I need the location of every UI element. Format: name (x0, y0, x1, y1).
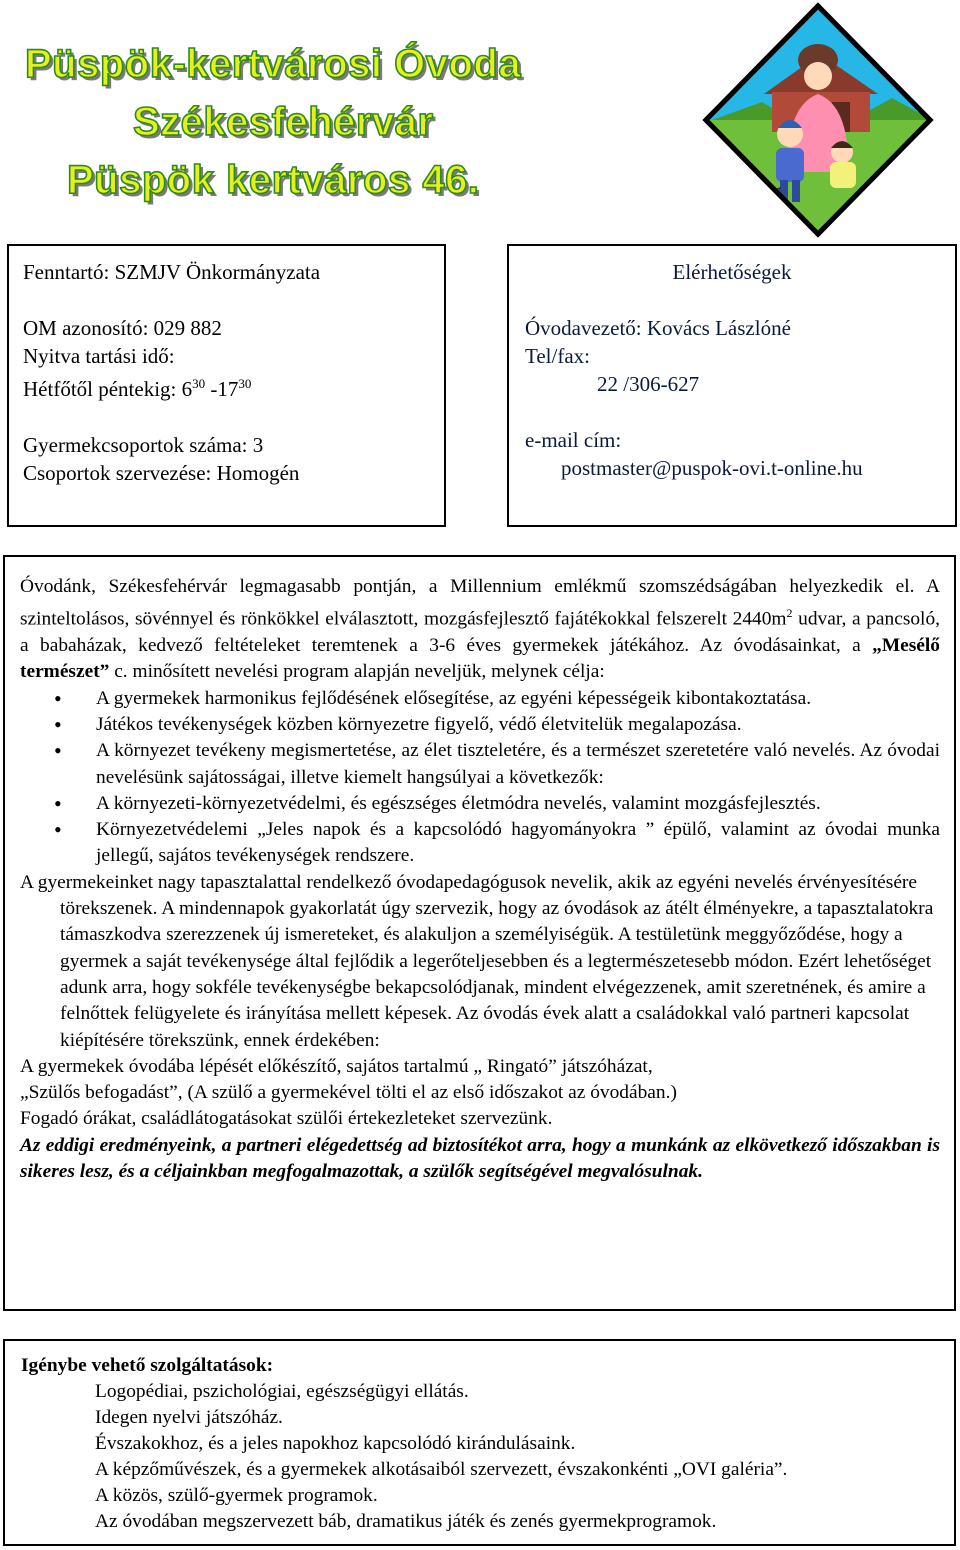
hours-sup-start: 30 (192, 376, 206, 391)
service-item: A képzőművészek, és a gyermekek alkotásaiból szervezett, évszakonkénti „OVI galéria”. (95, 1459, 788, 1480)
list-item: • Játékos tevékenységek közben környezetre figyelő, védő életvitelük megalapozása. (20, 712, 940, 738)
list-item: • A környezet tevékeny megismertetése, az élet tiszteletére, és a természet szeretetére való nevelés. Az óvodai nevelésünk sajátosságai, illetve kiemelt hangsúlyai a következők: (20, 738, 940, 791)
contacts-box (507, 244, 957, 527)
services-title: Igénybe vehető szolgáltatások: (21, 1355, 274, 1376)
email-label: e-mail cím: (525, 428, 622, 452)
ringato-line: A gyermekek óvodába lépését előkészítő, sajátos tartalmú „ Ringató” játszóházat, (20, 1055, 653, 1077)
email-address[interactable]: postmaster@puspok-ovi.t-online.hu (561, 456, 863, 480)
contacts-title: Elérhetőségek (672, 260, 792, 284)
service-item: Idegen nyelvi játszóház. (95, 1407, 283, 1428)
befogadas-line: „Szülős befogadást”, (A szülő a gyermekével tölti el az első időszakot az óvodában.) (20, 1082, 677, 1104)
info-box-left (7, 244, 446, 527)
list-item: • A gyermekek harmonikus fejlődésének elősegítése, az egyéni képességeik kibontakoztatása. (20, 686, 940, 712)
kindergarten-logo-icon (702, 2, 934, 242)
opening-label: Nyitva tartási idő: (23, 344, 175, 368)
teachers-paragraph: A gyermekeinket nagy tapasztalattal rendelkező óvodapedagógusok nevelik, akik az egyéni nevelés érvényesítésére törekszenek. A mindennapok gyakorlatát úgy szervezik, hogy az óvodások az átélt élményekre, a tapasztalatokra támaszkodva szerezzenek új ismereteket, és alakuljon a személyiségük. A testületünk meggyőződése, hogy a gyermek a saját tevékenysége által fejlődik a legerőteljesebben és a legtermészetesebb módon. Ezért lehetőséget adunk arra, hogy sokféle tevékenységbe bekapcsolódjanak, mindent elvégezzenek, amit szeretnének, és amire a felnőttek felügyelete és irányítása mellett képesek. Az óvodás évek alatt a családokkal való partneri kapcsolat kiépítésére törekszünk, ennek érdekében: (20, 871, 934, 1051)
list-item: • A környezeti-környezetvédelmi, és egészséges életmódra nevelés, valamint mozgásfejlesztés. (20, 791, 940, 817)
title-line-1: Püspök-kertvárosi Óvoda (25, 42, 522, 86)
leader-text: Óvodavezető: Kovács Lászlóné (525, 316, 791, 340)
service-item: Évszakokhoz, és a jeles napokhoz kapcsolódó kirándulásaink. (95, 1433, 576, 1454)
maintainer-text: Fenntartó: SZMJV Önkormányzata (23, 260, 321, 284)
group-org-text: Csoportok szervezése: Homogén (23, 461, 300, 485)
intro-text-3: c. minősített nevelési program alapján neveljük, melynek célja: (109, 661, 605, 683)
goals-list (20, 686, 940, 870)
description-box (3, 555, 956, 1311)
intro-paragraph (20, 574, 940, 686)
hours-sup-end: 30 (238, 376, 252, 391)
group-count-text: Gyermekcsoportok száma: 3 (23, 433, 264, 457)
hours-prefix: Hétfőtől péntekig: 6 (23, 377, 193, 401)
service-item: Az óvodában megszervezett báb, dramatikus játék és zenés gyermekprogramok. (95, 1511, 717, 1532)
program-name: „Mesélő természet” (20, 635, 940, 683)
closing-statement: Az eddigi eredményeink, a partneri elégedettség ad biztosítékot arra, hogy a munkánk az elkövetkező időszakban is sikeres lesz, és a céljainkban megfogalmazottak, a szülők segítségével megvalósulnak. (20, 1134, 940, 1182)
intro-text-2: udvar, a pancsoló, a babaházak, kedvező feltételeket teremtenek a 3-6 éves gyermekek játékához. Az óvodásainkat, a (20, 608, 940, 657)
services-box (3, 1339, 956, 1546)
list-item: • Környezetvédelemi „Jeles napok és a kapcsolódó hagyományokra ” épülő, valamint az óvodai munka jellegű, sajátos tevékenységek rendszere. (20, 817, 940, 870)
title-line-3: Püspök kertváros 46. (67, 158, 480, 202)
tel-number: 22 /306-627 (597, 372, 700, 396)
intro-text-1: Óvodánk, Székesfehérvár legmagasabb pontján, a Millennium emlékmű szomszédságában helyezkedik el. A szinteltolásos, sövénnyel és rönkökkel elválasztott, mozgásfejlesztő fajátékokkal felszerelt 2440m (20, 576, 940, 630)
title-line-2: Székesfehérvár (133, 100, 434, 144)
header-title (20, 40, 660, 210)
opening-hours (23, 370, 430, 403)
service-item: Logopédiai, pszichológiai, egészségügyi ellátás. (95, 1381, 469, 1402)
service-item: A közös, szülő-gyermek programok. (95, 1485, 378, 1506)
om-id-text: OM azonosító: 029 882 (23, 316, 222, 340)
intro-sup: 2 (786, 606, 793, 621)
hours-mid: -17 (205, 377, 239, 401)
fogado-line: Fogadó órákat, családlátogatásokat szülői értekezleteket szervezünk. (20, 1108, 553, 1130)
tel-label: Tel/fax: (525, 344, 590, 368)
